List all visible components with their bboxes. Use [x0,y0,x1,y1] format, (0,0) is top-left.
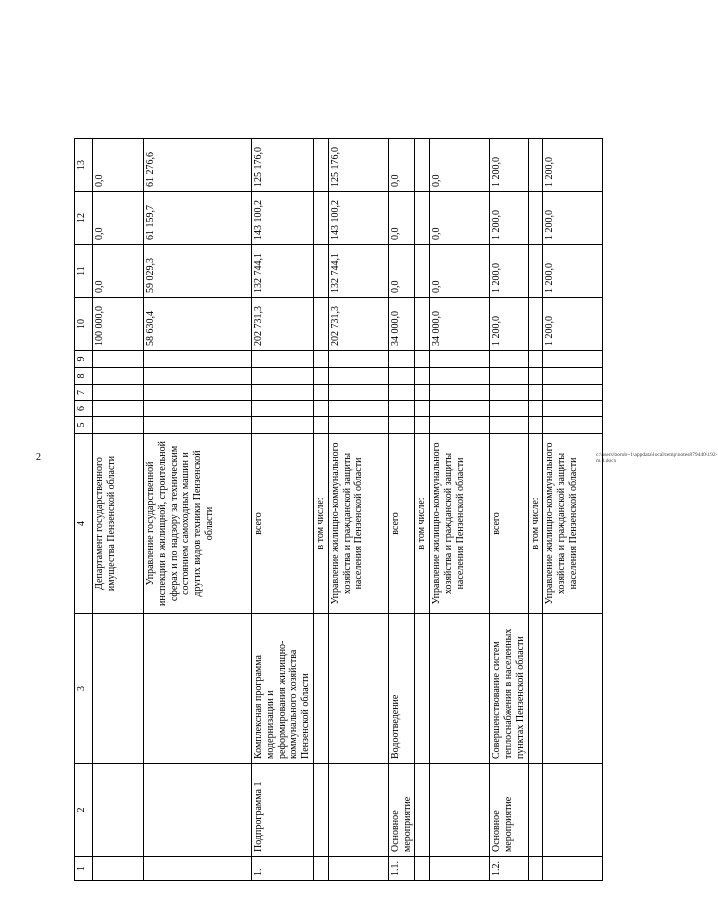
table-row [528,139,543,881]
table-cell-col-13: 1 200,0 [543,139,603,192]
table-cell-col-2 [430,764,490,857]
table-cell-col-5 [144,417,252,434]
table-cell-col-5 [388,417,415,434]
header-cell: 1 [75,857,93,881]
table-row [328,139,388,881]
table-cell-col-8 [252,368,314,385]
table-cell-col-8 [490,368,528,385]
table-cell-col-7 [388,385,415,401]
table-cell-col-10 [415,298,430,351]
table-cell-col-1 [415,857,430,881]
header-cell: 4 [75,434,93,614]
header-cell: 7 [75,385,93,401]
table-cell-col-11: 0,0 [93,245,144,298]
table-cell-col-6 [252,401,314,417]
table-cell-col-3 [430,614,490,764]
table-cell-col-2 [328,764,388,857]
table-cell-col-12: 1 200,0 [543,192,603,245]
table-cell-col-4: в том числе: [313,434,328,614]
table-cell-col-3 [313,614,328,764]
table-cell-col-2 [93,764,144,857]
table-cell-col-13: 0,0 [388,139,415,192]
table-cell-col-2: Основное мероприятие [490,764,528,857]
table-cell-col-8 [415,368,430,385]
table-cell-col-10 [313,298,328,351]
table-cell-col-4: Управление жилищно-коммунального хозяйства и гражданской защиты населения Пензенской области [430,434,490,614]
table-cell-col-2: Подпрограмма 1 [252,764,314,857]
table-cell-col-4: в том числе: [528,434,543,614]
table-cell-col-11: 132 744,1 [252,245,314,298]
table-cell-col-7 [415,385,430,401]
table-cell-col-9 [430,351,490,368]
table-cell-col-3 [144,614,252,764]
table-cell-col-9 [490,351,528,368]
table-cell-col-12: 1 200,0 [490,192,528,245]
table-cell-col-2: Основное мероприятие [388,764,415,857]
table-cell-col-1 [543,857,603,881]
table-cell-col-13: 61 276,6 [144,139,252,192]
header-cell: 12 [75,192,93,245]
table-cell-col-4: Департамент государственного имущества Пензенской области [93,434,144,614]
table-row [388,139,415,881]
table-cell-col-3 [93,614,144,764]
table-cell-col-2 [144,764,252,857]
table-cell-col-11: 0,0 [388,245,415,298]
table-cell-col-12: 143 100,2 [328,192,388,245]
table-cell-col-9 [543,351,603,368]
table-cell-col-5 [430,417,490,434]
table-row [144,139,252,881]
table-cell-col-6 [328,401,388,417]
table-cell-col-5 [490,417,528,434]
table-cell-col-7 [252,385,314,401]
table-row [313,139,328,881]
table-cell-col-8 [430,368,490,385]
table-cell-col-11: 0,0 [430,245,490,298]
table-cell-col-10: 34 000,0 [388,298,415,351]
table-cell-col-1 [144,857,252,881]
table-cell-col-12: 0,0 [430,192,490,245]
table-cell-col-13: 1 200,0 [490,139,528,192]
table-cell-col-1: 1.2. [490,857,528,881]
table-cell-col-10: 1 200,0 [543,298,603,351]
table-row [430,139,490,881]
table-cell-col-6 [543,401,603,417]
table-cell-col-2 [313,764,328,857]
header-cell: 9 [75,351,93,368]
table-cell-col-11: 132 744,1 [328,245,388,298]
table-cell-col-6 [528,401,543,417]
table-cell-col-6 [144,401,252,417]
table-cell-col-4: всего [490,434,528,614]
table-cell-col-7 [430,385,490,401]
table-cell-col-1: 1. [252,857,314,881]
table-cell-col-1 [328,857,388,881]
table-cell-col-10: 58 630,4 [144,298,252,351]
table-cell-col-6 [415,401,430,417]
table-cell-col-12 [313,192,328,245]
table-cell-col-8 [93,368,144,385]
table-cell-col-8 [144,368,252,385]
header-cell: 11 [75,245,93,298]
table-cell-col-5 [528,417,543,434]
table-cell-col-7 [543,385,603,401]
table-cell-col-10: 34 000,0 [430,298,490,351]
table-cell-col-3 [528,614,543,764]
table-cell-col-8 [528,368,543,385]
table-cell-col-7 [313,385,328,401]
table-row [543,139,603,881]
table-cell-col-13: 0,0 [430,139,490,192]
table-cell-col-5 [415,417,430,434]
table-row [415,139,430,881]
table-cell-col-10: 202 731,3 [328,298,388,351]
table-cell-col-13 [313,139,328,192]
table-cell-col-8 [328,368,388,385]
table-cell-col-13: 0,0 [93,139,144,192]
header-cell: 6 [75,401,93,417]
table-cell-col-13: 125 176,0 [328,139,388,192]
header-row [75,139,93,881]
table-cell-col-5 [313,417,328,434]
table-cell-col-3 [415,614,430,764]
header-cell: 3 [75,614,93,764]
table-cell-col-6 [430,401,490,417]
table-cell-col-7 [328,385,388,401]
table-cell-col-11: 1 200,0 [543,245,603,298]
table-cell-col-9 [252,351,314,368]
budget-table [74,138,603,881]
table-cell-col-4: в том числе: [415,434,430,614]
table-cell-col-6 [388,401,415,417]
table-cell-col-3 [543,614,603,764]
header-cell: 10 [75,298,93,351]
table-cell-col-11: 59 029,3 [144,245,252,298]
table-cell-col-12: 61 159,7 [144,192,252,245]
table-cell-col-4: Управление жилищно-коммунального хозяйства и гражданской защиты населения Пензенской области [328,434,388,614]
table-row [93,139,144,881]
table-cell-col-7 [490,385,528,401]
table-cell-col-2 [415,764,430,857]
table-cell-col-11 [415,245,430,298]
table-cell-col-4: всего [388,434,415,614]
table-cell-col-7 [528,385,543,401]
table-cell-col-9 [328,351,388,368]
table-cell-col-9 [388,351,415,368]
table-cell-col-13 [415,139,430,192]
table-cell-col-8 [388,368,415,385]
table-cell-col-3: Совершенствование систем теплоснабжения в населенных пунктах Пензенской области [490,614,528,764]
table-cell-col-12: 0,0 [388,192,415,245]
table-cell-col-7 [144,385,252,401]
table-cell-col-9 [313,351,328,368]
table-cell-col-1 [93,857,144,881]
table-cell-col-4: Управление государственной инспекции в жилищной, строительной сферах и по надзору за техническим состоянием самоходных машин и других видов техники Пензенской области [144,434,252,614]
table-cell-col-12: 0,0 [93,192,144,245]
table-cell-col-11 [313,245,328,298]
table-cell-col-9 [415,351,430,368]
table-cell-col-5 [328,417,388,434]
header-cell: 2 [75,764,93,857]
table-cell-col-6 [313,401,328,417]
table-cell-col-13 [528,139,543,192]
table-row [490,139,528,881]
table-cell-col-3: Комплексная программа модернизации и реформирования жилищно-коммунального хозяйства Пензенской области [252,614,314,764]
table-cell-col-9 [528,351,543,368]
table-cell-col-1 [528,857,543,881]
table-cell-col-3: Водоотведение [388,614,415,764]
table-cell-col-10: 202 731,3 [252,298,314,351]
header-cell: 5 [75,417,93,434]
table-cell-col-6 [490,401,528,417]
table-cell-col-7 [93,385,144,401]
table-cell-col-5 [93,417,144,434]
table-cell-col-11 [528,245,543,298]
table-cell-col-6 [93,401,144,417]
table-cell-col-2 [543,764,603,857]
table-cell-col-8 [313,368,328,385]
table-cell-col-1 [313,857,328,881]
table-cell-col-2 [528,764,543,857]
table-cell-col-12: 143 100,2 [252,192,314,245]
table-cell-col-10: 1 200,0 [490,298,528,351]
table-cell-col-10 [528,298,543,351]
table-cell-col-5 [543,417,603,434]
table-cell-col-11: 1 200,0 [490,245,528,298]
table-cell-col-12 [528,192,543,245]
table-cell-col-1: 1.1. [388,857,415,881]
table-cell-col-3 [328,614,388,764]
table-cell-col-10: 100 000,0 [93,298,144,351]
table-cell-col-4: всего [252,434,314,614]
table-cell-col-9 [144,351,252,368]
table-cell-col-8 [543,368,603,385]
table-cell-col-5 [252,417,314,434]
table-cell-col-4: Управление жилищно-коммунального хозяйства и гражданской защиты населения Пензенской области [543,434,603,614]
footer-file-path: c:\users\borob~1\appdata\local\temp\notes879440\192-m.d.docx [596,452,718,464]
header-cell: 8 [75,368,93,385]
header-cell: 13 [75,139,93,192]
table-row [252,139,314,881]
table-cell-col-9 [93,351,144,368]
table-cell-col-13: 125 176,0 [252,139,314,192]
table-cell-col-12 [415,192,430,245]
table-cell-col-1 [430,857,490,881]
page-number: 2 [36,452,41,463]
